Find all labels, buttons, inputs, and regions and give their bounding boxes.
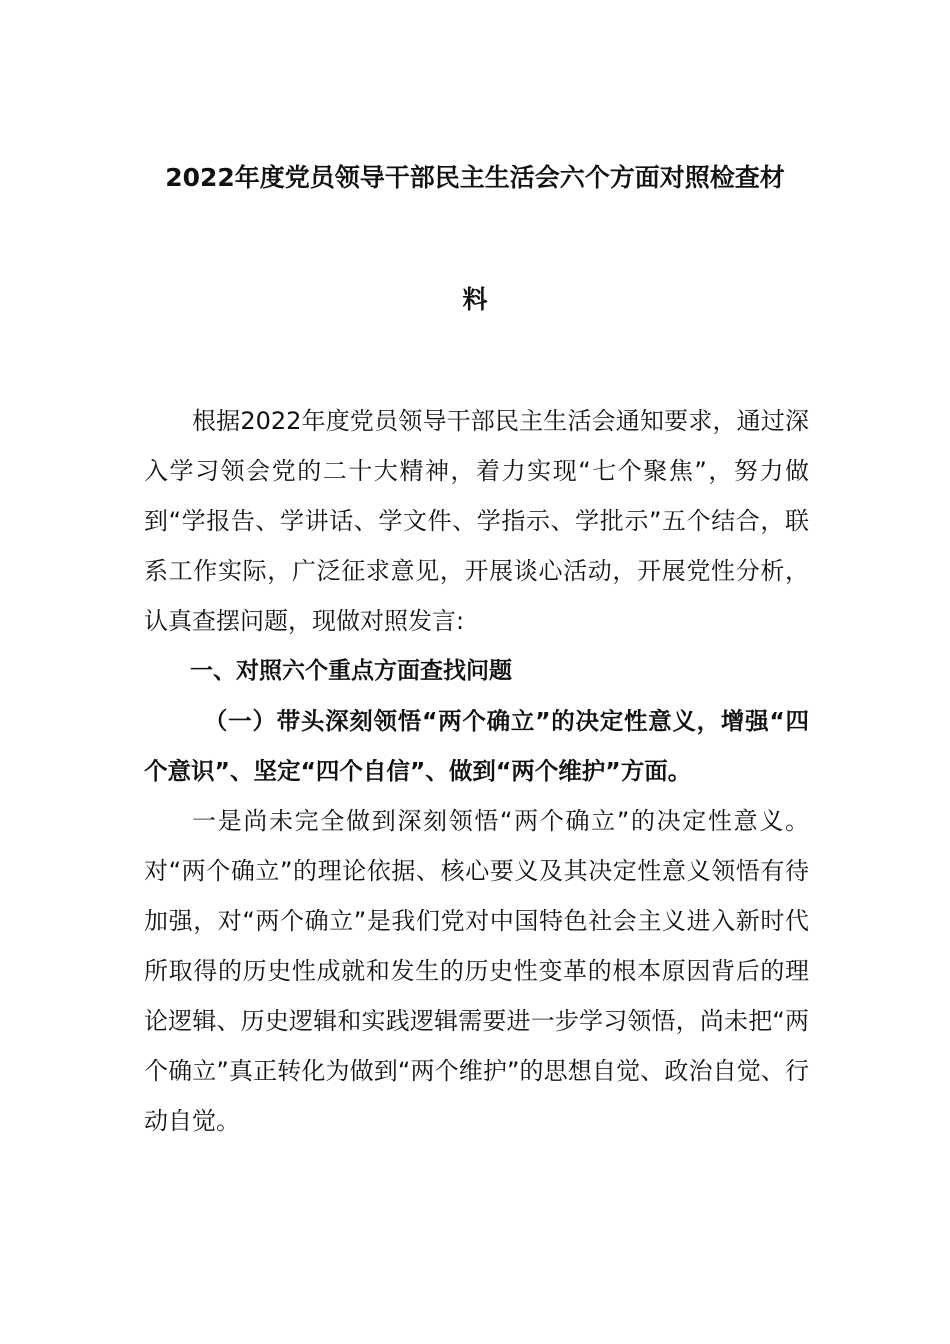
section-heading-1: 一、对照六个重点方面查找问题	[190, 658, 512, 684]
subsection-heading-1: （一）带头深刻领悟“两个确立”的决定性意义，增强“四个意识”、坚定“四个自信”、做到“两个维护”方面。	[144, 707, 809, 785]
document-title-line-1: 2022年度党员领导干部民主生活会六个方面对照检查材	[165, 163, 785, 192]
document-title-line-2: 料	[462, 285, 488, 314]
document-body	[144, 396, 809, 1146]
intro-paragraph: 根据2022年度党员领导干部民主生活会通知要求，通过深入学习领会党的二十大精神，着力实现“七个聚焦”，努力做到“学报告、学讲话、学文件、学指示、学批示”五个结合，联系工作实际，广泛征求意见，开展谈心活动，开展党性分析，认真查摆问题，现做对照发言:	[144, 407, 809, 635]
point-paragraph-1: 一是尚未完全做到深刻领悟“两个确立”的决定性意义。对“两个确立”的理论依据、核心要义及其决定性意义领悟有待加强，对“两个确立”是我们党对中国特色社会主义进入新时代所取得的历史性成就和发生的历史性变革的根本原因背后的理论逻辑、历史逻辑和实践逻辑需要进一步学习领悟，尚未把“两个确立”真正转化为做到“两个维护”的思想自觉、政治自觉、行动自觉。	[144, 807, 809, 1135]
